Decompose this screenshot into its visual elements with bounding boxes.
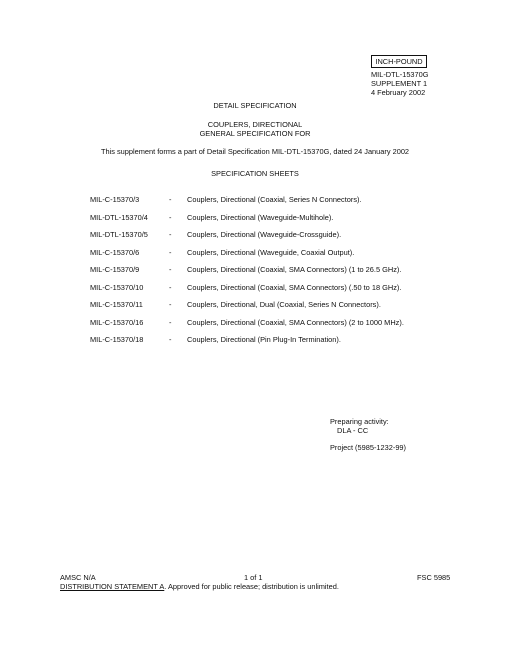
fsc-code: FSC 5985: [417, 573, 451, 582]
spec-sheet-dash: -: [169, 300, 172, 309]
spec-sheet-description: Couplers, Directional (Coaxial, SMA Connectors) (1 to 26.5 GHz).: [187, 265, 402, 274]
spec-sheet-row: [0, 214, 510, 224]
spec-sheet-row: [0, 231, 510, 241]
spec-sheet-row: [0, 336, 510, 346]
doc-number: MIL-DTL-15370G: [371, 70, 429, 79]
spec-sheet-dash: -: [169, 195, 172, 204]
preparing-activity-org: DLA - CC: [337, 426, 369, 435]
spec-sheets-heading: SPECIFICATION SHEETS: [211, 169, 299, 178]
spec-sheet-description: Couplers, Directional (Waveguide, Coaxial Output).: [187, 247, 355, 257]
spec-sheet-description: Couplers, Directional (Coaxial, SMA Connectors) (2 to 1000 MHz).: [187, 317, 404, 327]
page-number: 1 of 1: [244, 573, 263, 582]
spec-sheet-id: MIL-DTL-15370/4: [90, 212, 148, 222]
amsc-code: AMSC N/A: [60, 573, 96, 582]
supplement-number: SUPPLEMENT 1: [371, 79, 428, 88]
spec-sheet-row: [0, 266, 510, 276]
spec-sheet-id: MIL-DTL-15370/5: [90, 230, 148, 239]
spec-sheet-id: MIL-C-15370/18: [90, 335, 144, 344]
spec-sheet-dash: -: [169, 247, 172, 257]
spec-sheet-description: Couplers, Directional (Waveguide-Multihole).: [187, 212, 334, 222]
spec-sheet-row: [0, 319, 510, 329]
spec-sheet-id: MIL-C-15370/9: [90, 265, 140, 274]
spec-sheet-id: MIL-C-15370/16: [90, 317, 144, 327]
doc-title-line1: DETAIL SPECIFICATION: [213, 101, 297, 110]
spec-sheet-row: [0, 301, 510, 311]
doc-title-line2: COUPLERS, DIRECTIONAL: [207, 120, 303, 129]
spec-sheet-id: MIL-C-15370/10: [90, 282, 144, 292]
spec-sheet-description: Couplers, Directional (Coaxial, SMA Connectors) (.50 to 18 GHz).: [187, 282, 402, 292]
spec-sheet-row: [0, 249, 510, 259]
spec-sheet-description: Couplers, Directional (Coaxial, Series N Connectors).: [187, 195, 362, 204]
spec-sheet-dash: -: [169, 282, 172, 292]
spec-sheet-dash: -: [169, 212, 172, 222]
distribution-statement-label: DISTRIBUTION STATEMENT A: [60, 582, 165, 591]
spec-sheet-id: MIL-C-15370/3: [90, 195, 140, 204]
spec-sheet-row: [0, 284, 510, 294]
preparing-activity-label: Preparing activity:: [330, 417, 389, 426]
spec-sheet-description: Couplers, Directional, Dual (Coaxial, Series N Connectors).: [187, 300, 381, 309]
spec-sheet-row: [0, 196, 510, 206]
spec-sheet-dash: -: [169, 317, 172, 327]
project-number: Project (5985-1232-99): [330, 443, 407, 452]
spec-sheet-dash: -: [169, 230, 172, 239]
doc-date: 4 February 2002: [371, 88, 426, 97]
intro-paragraph: This supplement forms a part of Detail Specification MIL-DTL-15370G, dated 24 January 2002: [100, 147, 410, 156]
spec-sheet-id: MIL-C-15370/6: [90, 247, 140, 257]
spec-sheet-dash: -: [169, 335, 172, 344]
spec-sheet-description: Couplers, Directional (Pin Plug-In Termination).: [187, 335, 341, 344]
doc-title-line3: GENERAL SPECIFICATION FOR: [199, 129, 311, 138]
distribution-statement-text: . Approved for public release; distribution is unlimited.: [164, 582, 339, 591]
distribution-statement: [60, 583, 339, 590]
spec-sheet-id: MIL-C-15370/11: [90, 300, 143, 309]
spec-sheet-dash: -: [169, 265, 172, 274]
spec-sheet-description: Couplers, Directional (Waveguide-Crossguide).: [187, 230, 342, 239]
inch-pound-badge: INCH-POUND: [371, 55, 427, 68]
